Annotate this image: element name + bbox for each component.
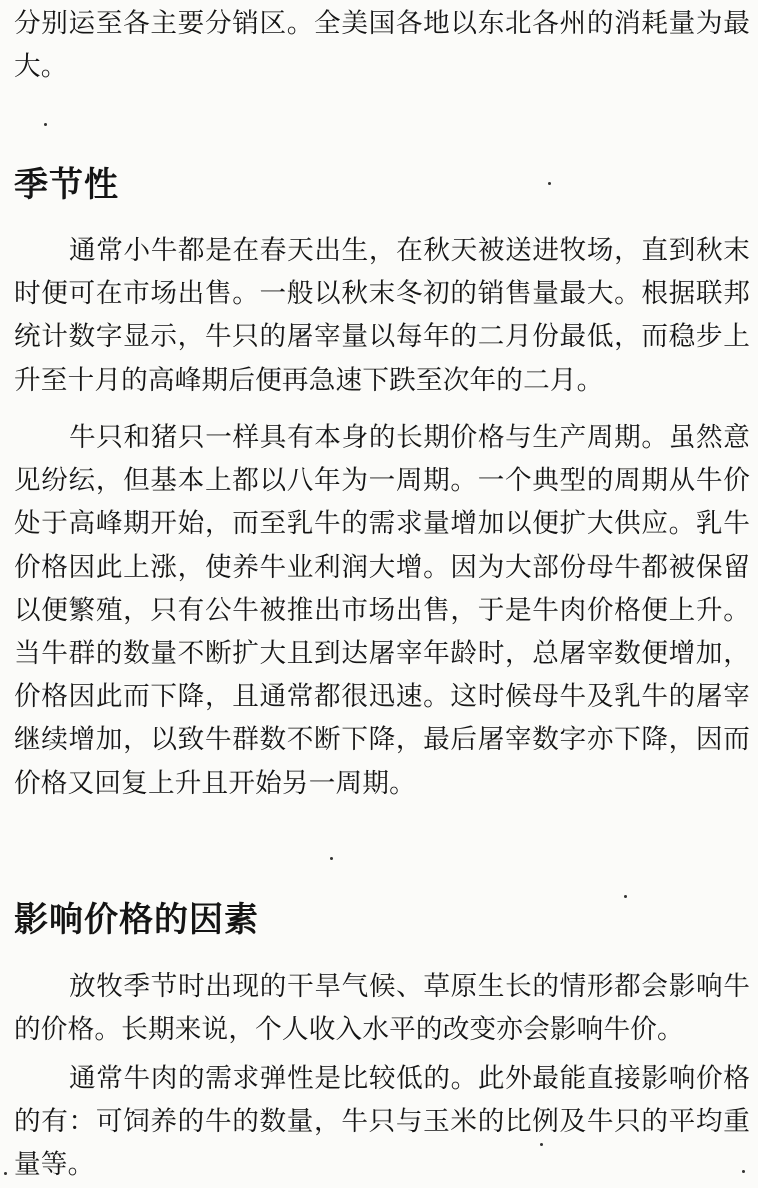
seasonality-paragraph-1: 通常小牛都是在春天出生，在秋天被送进牧场，直到秋末时便可在市场出售。一般以秋末冬初的销售量最大。根据联邦统计数字显示，牛只的屠宰量以每年的二月份最低，而稳步上升至十月的高峰期后便再急速下跌至次年的二月。 — [14, 235, 750, 396]
scan-speck — [548, 182, 551, 185]
section-heading-factors: 影响价格的因素 — [14, 900, 259, 940]
scan-speck — [44, 123, 47, 126]
scan-speck — [540, 1143, 543, 1146]
factors-paragraph-1: 放牧季节时出现的干旱气候、草原生长的情形都会影响牛的价格。长期来说，个人收入水平的改变亦会影响牛价。 — [14, 971, 750, 1046]
section-heading-seasonality: 季节性 — [14, 165, 119, 205]
factors-paragraph-2: 通常牛肉的需求弹性是比较低的。此外最能直接影响价格的有：可饲养的牛的数量，牛只与玉米的比例及牛只的平均重量等。 — [14, 1063, 750, 1181]
scan-speck — [330, 857, 333, 860]
scan-speck — [624, 895, 627, 898]
scan-speck — [742, 1170, 745, 1173]
intro-paragraph: 分别运至各主要分销区。全美国各地以东北各州的消耗量为最大。 — [14, 8, 750, 83]
seasonality-paragraph-2: 牛只和猪只一样具有本身的长期价格与生产周期。虽然意见纷纭，但基本上都以八年为一周期。一个典型的周期从牛价处于高峰期开始，而至乳牛的需求量增加以便扩大供应。乳牛价格因此上涨，使养牛业利润大增。因为大部份母牛都被保留以便繁殖，只有公牛被推出市场出售，于是牛肉价格便上升。当牛群的数量不断扩大且到达屠宰年龄时，总屠宰数便增加，价格因此而下降，且通常都很迅速。这时候母牛及乳牛的屠宰继续增加，以致牛群数不断下降，最后屠宰数字亦下降，因而价格又回复上升且开始另一周期。 — [14, 422, 750, 799]
scan-speck — [4, 1172, 7, 1175]
